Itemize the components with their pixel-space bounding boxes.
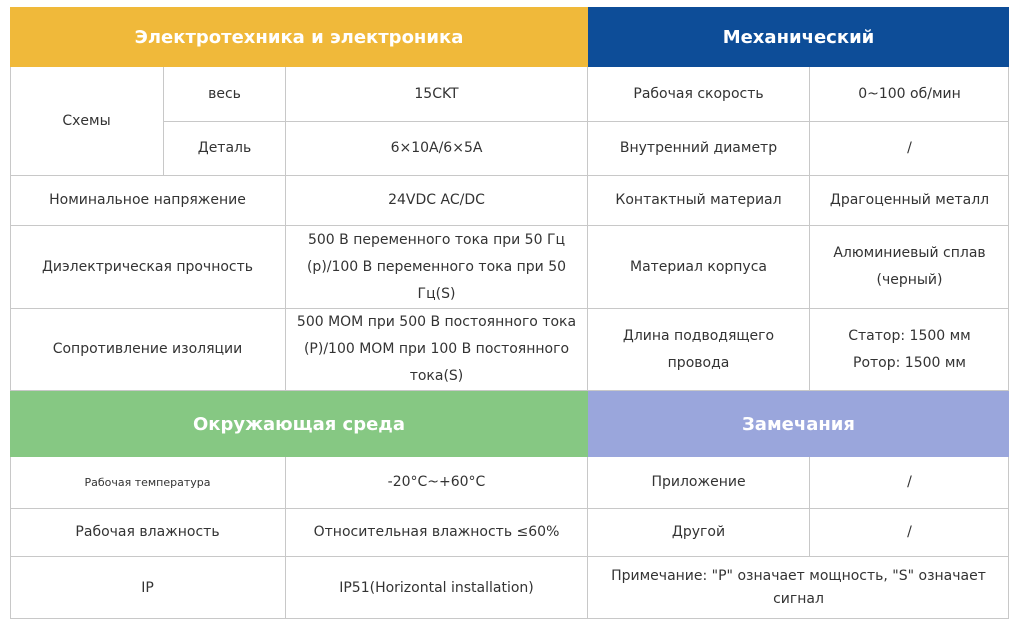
application-value: /: [810, 457, 1009, 509]
application-label: Приложение: [588, 457, 810, 509]
header-environment: Окружающая среда: [10, 391, 588, 457]
remarks-note: Примечание: "P" означает мощность, "S" означает сигнал: [611, 568, 986, 607]
wire-rotor: Ротор: 1500 мм: [853, 354, 966, 371]
voltage-value: 24VDC AC/DC: [286, 176, 588, 226]
detail-value: 6×10A/6×5A: [286, 122, 588, 176]
humidity-value: Относительная влажность ≤60%: [286, 509, 588, 557]
wire-length-value: [810, 309, 1009, 391]
ip-label: IP: [10, 557, 286, 619]
humidity-label: Рабочая влажность: [10, 509, 286, 557]
contact-value: Драгоценный металл: [810, 176, 1009, 226]
wire-length-label: Длина подводящего провода: [588, 309, 810, 391]
total-label: весь: [164, 67, 286, 122]
temp-value: -20°C~+60°C: [286, 457, 588, 509]
inner-diameter-value: /: [810, 122, 1009, 176]
housing-label: Материал корпуса: [588, 226, 810, 309]
wire-stator: Статор: 1500 мм: [848, 327, 971, 344]
header-mechanical: Механический: [588, 7, 1009, 67]
total-value: 15CKT: [286, 67, 588, 122]
dielectric-label: Диэлектрическая прочность: [10, 226, 286, 309]
header-remarks: Замечания: [588, 391, 1009, 457]
insulation-value: 500 МОМ при 500 В постоянного тока (P)/100 МОМ при 100 В постоянного тока(S): [286, 309, 588, 391]
temp-label: Рабочая температура: [10, 457, 286, 509]
housing-value: Алюминиевый сплав (черный): [810, 226, 1009, 309]
insulation-label: Сопротивление изоляции: [10, 309, 286, 391]
voltage-label: Номинальное напряжение: [10, 176, 286, 226]
circuits-label: Схемы: [10, 67, 164, 176]
spec-table: [10, 7, 1009, 619]
contact-label: Контактный материал: [588, 176, 810, 226]
dielectric-value: 500 В переменного тока при 50 Гц (p)/100 В переменного тока при 50 Гц(S): [286, 226, 588, 309]
detail-label: Деталь: [164, 122, 286, 176]
speed-label: Рабочая скорость: [588, 67, 810, 122]
speed-value: 0~100 об/мин: [810, 67, 1009, 122]
ip-value: IP51(Horizontal installation): [286, 557, 588, 619]
other-value: /: [810, 509, 1009, 557]
header-electrical: Электротехника и электроника: [10, 7, 588, 67]
inner-diameter-label: Внутренний диаметр: [588, 122, 810, 176]
other-label: Другой: [588, 509, 810, 557]
